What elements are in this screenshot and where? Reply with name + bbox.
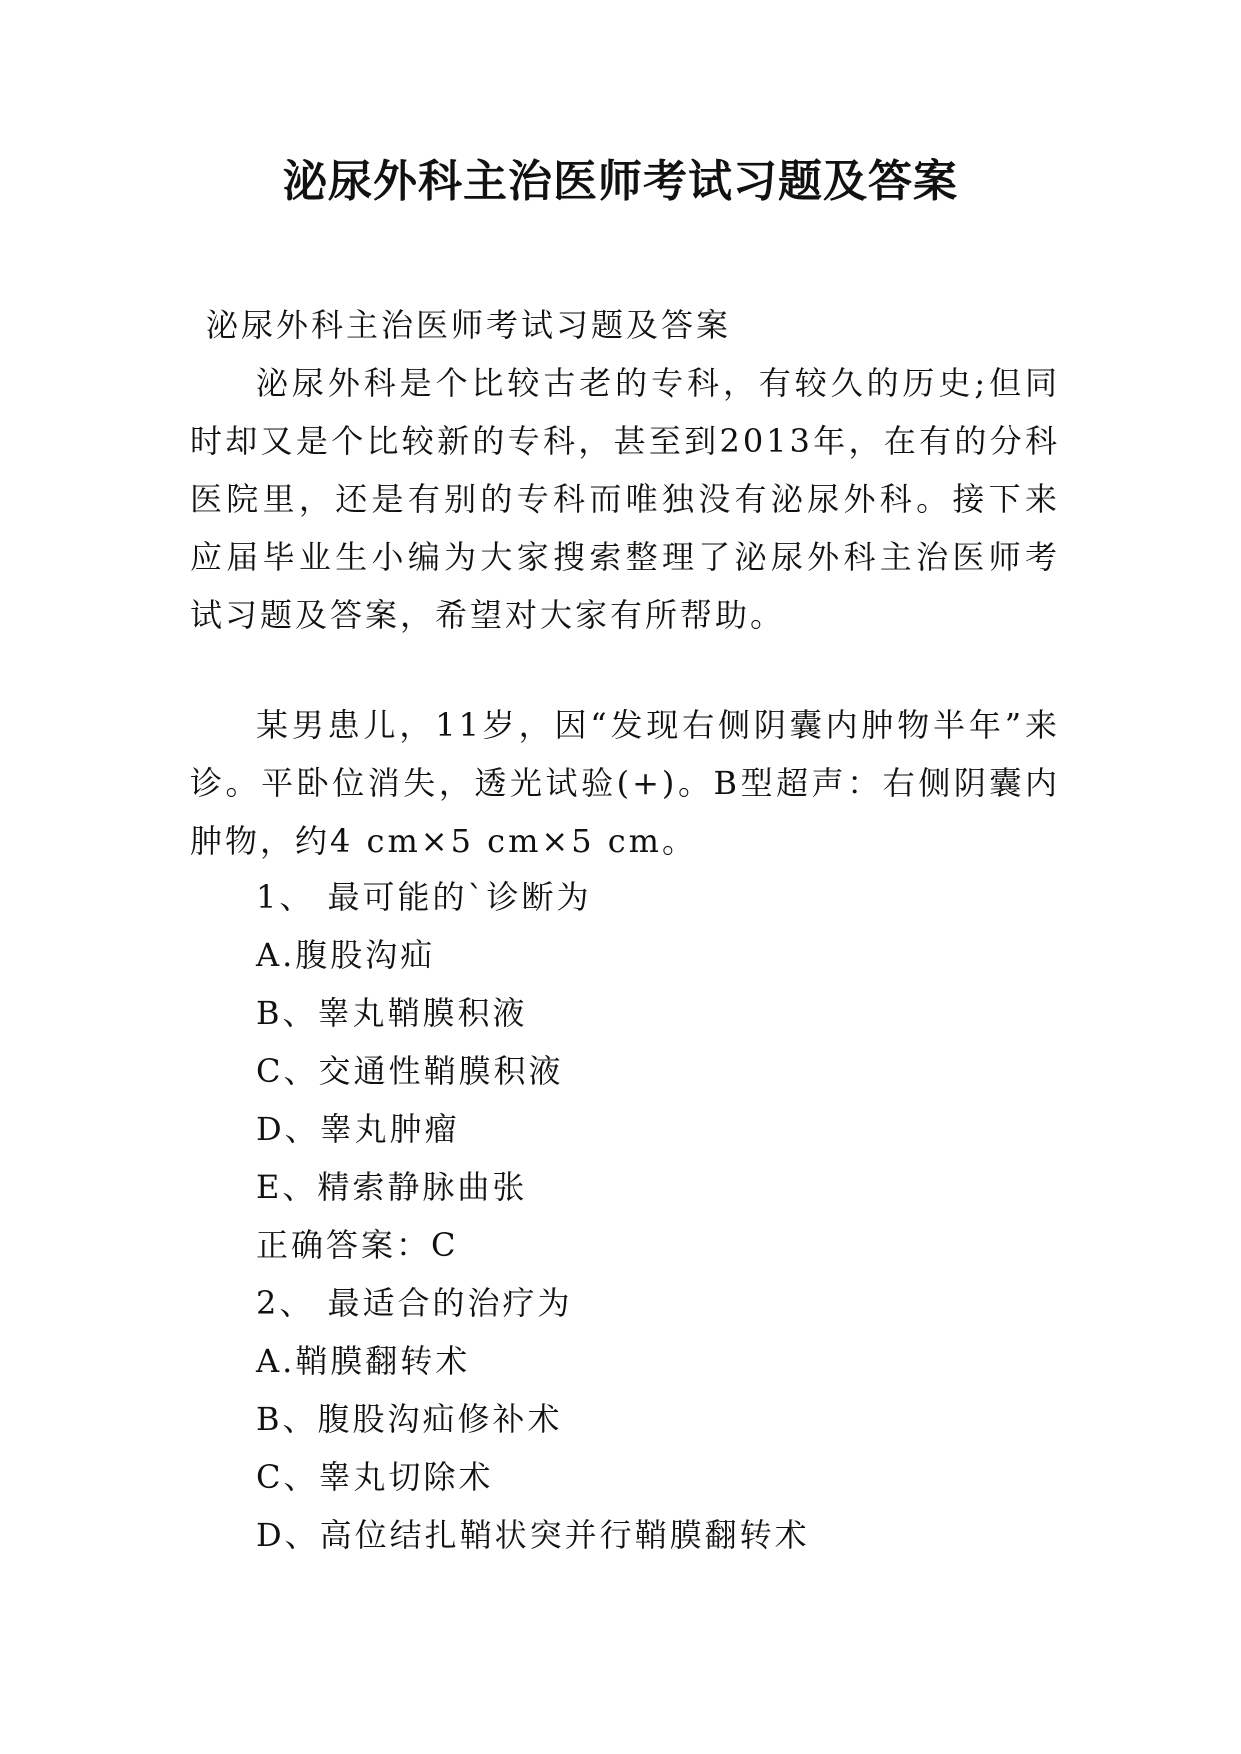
option-2c: C、睾丸切除术 <box>256 1458 494 1496</box>
option-1b: B、睾丸鞘膜积液 <box>256 994 528 1032</box>
document-title: 泌尿外科主治医师考试习题及答案 <box>283 156 958 207</box>
question-list <box>256 868 1056 1564</box>
option-2d: D、高位结扎鞘状突并行鞘膜翻转术 <box>256 1516 810 1554</box>
option-1d: D、睾丸肿瘤 <box>256 1110 460 1148</box>
option-1e: E、精索静脉曲张 <box>256 1168 528 1206</box>
document-subtitle: 泌尿外科主治医师考试习题及答案 <box>206 306 732 344</box>
intro-paragraph: 泌尿外科是个比较古老的专科，有较久的历史;但同时却又是个比较新的专科，甚至到2013年，在有的分科医院里，还是有别的专科而唯独没有泌尿外科。接下来应届毕业生小编为大家搜索整理了泌尿外科主治医师考试习题及答案，希望对大家有所帮助。 <box>190 364 1060 634</box>
option-1a: A.腹股沟疝 <box>256 936 436 974</box>
question-1: 1、 最可能的`诊断为 <box>256 878 592 916</box>
case-paragraph: 某男患儿，11岁，因“发现右侧阴囊内肿物半年”来诊。平卧位消失，透光试验(+)。B型超声：右侧阴囊内肿物，约4 cm×5 cm×5 cm。 <box>190 706 1060 860</box>
question-2: 2、 最适合的治疗为 <box>256 1284 573 1322</box>
option-2a: A.鞘膜翻转术 <box>256 1342 471 1380</box>
option-2b: B、腹股沟疝修补术 <box>256 1400 563 1438</box>
option-1c: C、交通性鞘膜积液 <box>256 1052 564 1090</box>
answer-1: 正确答案：C <box>256 1226 459 1264</box>
